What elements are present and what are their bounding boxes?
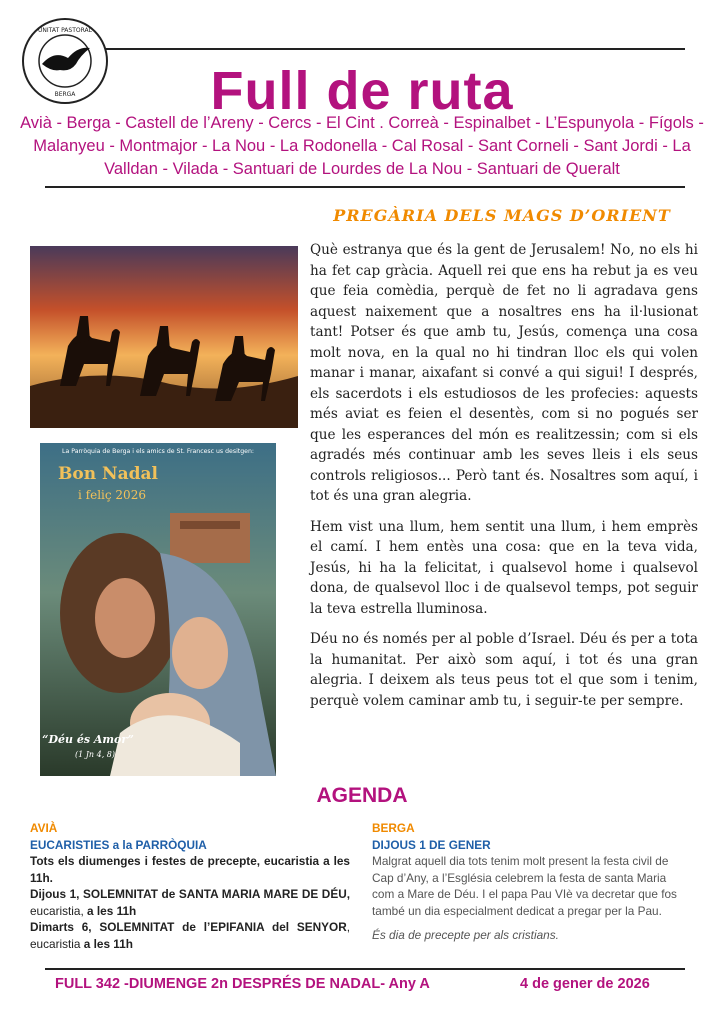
agenda-title: AGENDA — [316, 784, 408, 807]
agenda-line: Dijous 1, SOLEMNITAT de SANTA MARIA MARE DE DÉU, eucaristia, a les 11h — [30, 887, 350, 918]
svg-text:UNITAT PASTORAL: UNITAT PASTORAL — [38, 27, 92, 34]
card-year-line: i feliç 2026 — [78, 488, 146, 502]
card-quote-ref: (1 Jn 4, 8) — [74, 750, 116, 759]
footer-date: 4 de gener de 2026 — [520, 976, 650, 992]
page-title: Full de ruta — [210, 61, 514, 121]
card-greeting: Bon Nadal — [58, 464, 158, 484]
agenda-column-berga — [372, 820, 678, 944]
footer-divider — [45, 968, 685, 970]
article-paragraph: Hem vist una llum, hem sentit una llum, i hem emprès el camí. I hem entès una cosa: que en la teva vida, Jesús, hi ha la felicitat, i qualsevol home i qualsevol dona, de qualsevol lloc i de qualsevol temps, pot seguir la teva estrella lluminosa. — [310, 518, 698, 617]
agenda-line: Dimarts 6, SOLEMNITAT de l’EPIFANIA del SENYOR, eucaristia a les 11h — [30, 920, 350, 951]
agenda-place: AVIÀ — [30, 821, 58, 835]
header-rule — [105, 48, 685, 50]
article-paragraph: Què estranya que és la gent de Jerusalem! No, no els hi ha fet cap gràcia. Aquell rei que ens ha rebut ja es veu que feia comèdia, perquè de fet no li agradava gens aquest naixement que a nosaltres ens ha il·lusionat tant! Potser és que amb tu, Jesús, comença una cosa molt nova, en la qual no hi tindran lloc els qui volen manar i manar, aixafant si convé a qui sigui! I després, els sacerdots i els estudiosos de les profecies: aquests més aviat es feien el desentès, com si no pogués ser que les esperances del món es realitzessin; com si els agradés més continuar amb les seves lleis i els seus controls religiosos... Però tant és. Nosaltres som aquí, i tot és una gran alegria. — [310, 242, 698, 504]
card-top-text: La Parròquia de Berga i els amics de St. Francesc us desitgen: — [62, 448, 254, 455]
agenda-event: EUCARISTIES a la PARRÒQUIA — [30, 837, 207, 852]
agenda-text: Malgrat aquell dia tots tenim molt present la festa civil de Cap d’Any, a l’Església celebrem la festa de santa Maria com a Mare de Déu. I el papa Pau VIè va decretar que fos també un dia especialment dedicat a pregar per la Pau. — [372, 854, 677, 918]
agenda-column-avia — [30, 820, 350, 952]
article-title: PREGÀRIA DELS MAGS D’ORIENT — [333, 206, 671, 225]
agenda-place: BERGA — [372, 821, 415, 835]
agenda-event: DIJOUS 1 DE GENER — [372, 837, 491, 852]
card-quote: “Déu és Amor” — [42, 733, 134, 746]
christmas-card-image — [40, 443, 276, 776]
header-divider — [45, 186, 685, 188]
article-body — [310, 240, 698, 721]
parish-list: Avià - Berga - Castell de l’Areny - Cercs - El Cint . Correà - Espinalbet - L’Espunyola - Fígols - Malanyeu - Montmajor - La Nou - La Rodonella - Cal Rosal - Sant Corneli - Sant Jordi - La Valldan - Vilada - Santuari de Lourdes de La Nou - Santuari de Queralt — [20, 114, 704, 178]
svg-text:BERGA: BERGA — [54, 91, 76, 98]
footer-issue: FULL 342 -DIUMENGE 2n DESPRÉS DE NADAL- Any A — [55, 976, 430, 992]
three-kings-camels-image — [30, 246, 298, 428]
agenda-note: És dia de precepte per als cristians. — [372, 928, 559, 942]
article-paragraph: Déu no és només per al poble d’Israel. Déu és per a tota la humanitat. Per això som aquí, i tot és una gran alegria. I deixem als teus peus tot el que som i tenim, perquè volem caminar amb tu, i seguir-te per sempre. — [310, 631, 699, 709]
agenda-line: Tots els diumenges i festes de precepte, eucaristia a les 11h. — [30, 854, 350, 885]
